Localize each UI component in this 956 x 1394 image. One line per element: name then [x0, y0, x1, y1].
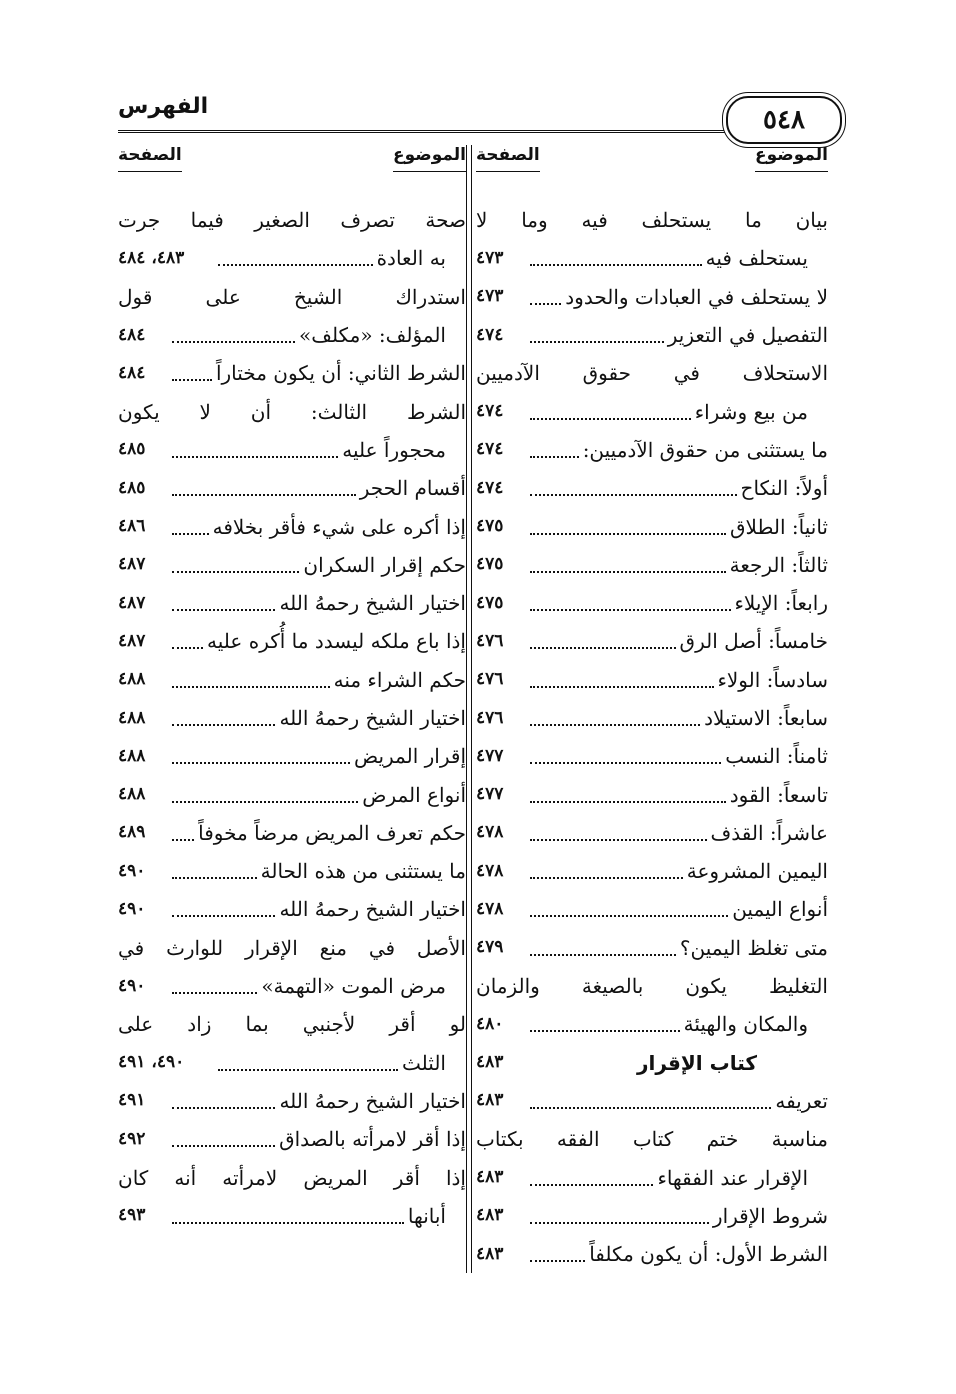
- index-entry: [118, 1082, 466, 1120]
- dot-leader: [172, 519, 209, 535]
- dot-leader: [172, 442, 338, 458]
- entry-page: ٤٨٠: [476, 1013, 504, 1034]
- dot-leader: [530, 1093, 771, 1109]
- dot-leader: [530, 327, 664, 343]
- entry-page: ٤٧٤: [476, 439, 504, 460]
- entry-title: سابعاً: الاستيلاد: [704, 706, 828, 730]
- entry-title: مرض الموت «التهمة»: [261, 974, 446, 999]
- entry-title: به العادة: [376, 246, 446, 271]
- entry-page: ٤٧٤: [476, 324, 504, 345]
- entry-title: الشرط الأول: أن يكون مكلفاً: [589, 1242, 828, 1267]
- running-title: الفهرس: [118, 94, 209, 119]
- entry-title: ما يستثنى من حقوق الآدميين:: [582, 437, 828, 462]
- dot-leader: [172, 901, 275, 917]
- index-entry: [476, 737, 828, 775]
- index-entry: [476, 1005, 828, 1043]
- index-entry: [118, 814, 466, 852]
- entry-page: ٤٨٤: [118, 362, 146, 383]
- entry-title: الشرط الثالث: أن لا يكون: [118, 399, 466, 424]
- index-entry: [118, 431, 466, 469]
- index-entry: [118, 469, 466, 507]
- dot-leader: [530, 901, 728, 917]
- dot-leader: [218, 250, 373, 266]
- topic-label: الموضوع: [393, 145, 466, 172]
- entry-title: ثامناً: النسب: [725, 744, 828, 769]
- dot-leader: [530, 289, 561, 305]
- dot-leader: [530, 787, 726, 803]
- entry-title: حكم الشراء منه: [333, 667, 466, 692]
- header-rule: [118, 130, 830, 136]
- index-entry: [118, 929, 466, 967]
- entry-title: أبانها: [407, 1203, 446, 1228]
- index-entry: [476, 699, 828, 737]
- entry-page: ٤٩٠، ٤٩١: [118, 1052, 185, 1073]
- dot-leader: [530, 672, 714, 688]
- entry-title: من بيع وشراء: [694, 399, 808, 424]
- entry-title: المؤلف: «مكلف»: [299, 323, 446, 348]
- entry-title: الأصل في منع الإقرار للوارث في: [118, 935, 466, 960]
- dot-leader: [530, 442, 579, 458]
- entry-title: إذا أكره على شيء فأقر بخلافه: [212, 514, 466, 539]
- section-heading: كتاب الإقرار: [636, 1050, 758, 1075]
- index-entry: [476, 431, 828, 469]
- entry-page: ٤٧٧: [476, 784, 504, 805]
- dot-leader: [172, 672, 330, 688]
- entry-title: اختيار الشيخ رحمهُ الله: [279, 1088, 466, 1113]
- page-header: [118, 92, 830, 138]
- entry-title: والمكان والهيئة: [683, 1012, 808, 1037]
- entry-page: ٤٨٨: [118, 669, 146, 690]
- dot-leader: [530, 863, 683, 879]
- dot-leader: [530, 595, 731, 611]
- index-entry: [118, 1158, 466, 1196]
- index-entry: [476, 507, 828, 545]
- entry-page: ٤٨٣: [476, 1167, 504, 1188]
- entry-page: ٤٨٨: [118, 745, 146, 766]
- index-entry: [118, 1120, 466, 1158]
- entry-page: ٤٩٠: [118, 860, 146, 881]
- dot-leader: [172, 365, 212, 381]
- index-entry: [118, 661, 466, 699]
- entry-title: صحة تصرف الصغير فيما جرت: [118, 208, 466, 233]
- entry-title: أنواع المرض: [362, 782, 466, 807]
- entry-title: تاسعاً: القود: [729, 782, 828, 807]
- entry-page: ٤٩١: [118, 1090, 146, 1111]
- index-column-right: [476, 145, 828, 1273]
- entry-title: الشرط الثاني: أن يكون مختاراً: [215, 361, 466, 386]
- dot-leader: [530, 250, 702, 266]
- entry-title: سادساً: الولاء: [717, 667, 828, 692]
- index-entry: [118, 507, 466, 545]
- entry-list: [476, 201, 828, 1273]
- index-entry: [476, 1082, 828, 1120]
- entry-title: الإقرار عند الفقهاء: [657, 1165, 808, 1190]
- dot-leader: [530, 940, 676, 956]
- entry-page: ٤٧٤: [476, 401, 504, 422]
- index-entry: [118, 1044, 466, 1082]
- entry-page: ٤٨٧: [118, 630, 146, 651]
- dot-leader: [530, 404, 691, 420]
- index-entry: [118, 852, 466, 890]
- entry-page: ٤٧٣: [476, 286, 504, 307]
- index-entry: [476, 1044, 828, 1082]
- index-entry: [476, 1158, 828, 1196]
- dot-leader: [530, 1016, 680, 1032]
- dot-leader: [530, 519, 726, 535]
- entry-page: ٤٨٨: [118, 784, 146, 805]
- entry-page: ٤٧٣: [476, 247, 504, 268]
- entry-title: التفصيل في التعزير: [667, 323, 828, 348]
- topic-label: الموضوع: [755, 145, 828, 172]
- index-entry: [118, 354, 466, 392]
- column-divider: [471, 145, 472, 1273]
- index-entry: [476, 546, 828, 584]
- entry-title: عاشراً: القذف: [710, 820, 828, 845]
- entry-page: ٤٨٣، ٤٨٤: [118, 247, 185, 268]
- entry-page: ٤٩٢: [118, 1128, 146, 1149]
- entry-title: استدراك الشيخ على قول: [118, 284, 466, 309]
- index-entry: [118, 890, 466, 928]
- entry-title: رابعاً: الإيلاء: [734, 591, 828, 616]
- entry-page: ٤٧٦: [476, 669, 504, 690]
- index-entry: [476, 469, 828, 507]
- entry-list: [118, 201, 466, 1235]
- dot-leader: [172, 1093, 275, 1109]
- entry-title: اختيار الشيخ رحمهُ الله: [279, 897, 466, 922]
- column-header: [118, 145, 466, 181]
- entry-page: ٤٩٠: [118, 975, 146, 996]
- entry-title: حكم تعرف المريض مرضاً مخوفاً: [198, 820, 466, 845]
- page-label: الصفحة: [118, 145, 182, 172]
- dot-leader: [172, 595, 275, 611]
- index-entry: [118, 392, 466, 430]
- column-header: [476, 145, 828, 181]
- entry-page: ٤٧٦: [476, 707, 504, 728]
- entry-title: لو أقر لأجنبي بما زاد على: [118, 1012, 466, 1037]
- dot-leader: [172, 863, 257, 879]
- entry-page: ٤٨٤: [118, 324, 146, 345]
- entry-page: ٤٧٨: [476, 860, 504, 881]
- index-entry: [118, 775, 466, 813]
- dot-leader: [172, 748, 350, 764]
- dot-leader: [530, 1170, 653, 1186]
- index-entry: [476, 278, 828, 316]
- entry-title: أولاً: النكاح: [740, 476, 828, 501]
- dot-leader: [530, 1208, 709, 1224]
- entry-page: ٤٧٨: [476, 822, 504, 843]
- index-entry: [476, 1235, 828, 1273]
- entry-title: أقسام الحجر: [359, 476, 466, 501]
- entry-page: ٤٧٥: [476, 592, 504, 613]
- index-entry: [476, 354, 828, 392]
- dot-leader: [172, 1131, 275, 1147]
- dot-leader: [530, 748, 721, 764]
- entry-title: إقرار المريض: [353, 744, 466, 769]
- page-number: ٥٤٨: [726, 96, 842, 144]
- index-entry: [118, 546, 466, 584]
- index-entry: [476, 852, 828, 890]
- entry-title: لا يستحلف في العبادات والحدود: [565, 284, 828, 309]
- entry-page: ٤٨٧: [118, 592, 146, 613]
- index-entry: [118, 278, 466, 316]
- entry-page: ٤٧٩: [476, 937, 504, 958]
- entry-title: خامساً: أصل الرق: [679, 629, 828, 654]
- entry-title: إذا أقر لامرأته بالصداق: [279, 1127, 466, 1152]
- index-entry: [118, 1197, 466, 1235]
- dot-leader: [530, 1246, 585, 1262]
- dot-leader: [172, 480, 356, 496]
- dot-leader: [530, 710, 700, 726]
- index-entry: [476, 392, 828, 430]
- index-entry: [476, 201, 828, 239]
- entry-title: إذا أقر المريض لامرأته أنه كان: [118, 1165, 466, 1190]
- entry-title: اليمين المشروعة: [686, 859, 828, 884]
- dot-leader: [172, 1208, 404, 1224]
- entry-title: حكم إقرار السكران: [303, 552, 466, 577]
- entry-page: ٤٨٧: [118, 554, 146, 575]
- index-entry: [476, 929, 828, 967]
- index-entry: [118, 239, 466, 277]
- entry-page: ٤٧٥: [476, 516, 504, 537]
- entry-title: تعريفه: [775, 1088, 828, 1113]
- index-entry: [476, 661, 828, 699]
- index-entry: [118, 316, 466, 354]
- entry-title: ثالثاً: الرجعة: [729, 552, 828, 577]
- entry-page: ٤٧٦: [476, 630, 504, 651]
- entry-title: الثلث: [402, 1050, 446, 1075]
- entry-title: الاستحلاف في حقوق الآدميين: [476, 361, 828, 386]
- dot-leader: [172, 825, 194, 841]
- page-label: الصفحة: [476, 145, 540, 172]
- entry-title: التغليظ يكون بالصيغة والزمان: [476, 974, 828, 999]
- entry-page: ٤٨٣: [476, 1090, 504, 1111]
- dot-leader: [172, 557, 299, 573]
- entry-page: ٤٨٣: [476, 1205, 504, 1226]
- dot-leader: [530, 557, 726, 573]
- dot-leader: [172, 978, 257, 994]
- entry-title: شروط الإقرار: [712, 1203, 828, 1228]
- index-entry: [476, 967, 828, 1005]
- entry-page: ٤٨٦: [118, 516, 146, 537]
- index-entry: [118, 201, 466, 239]
- index-entry: [476, 814, 828, 852]
- index-entry: [476, 1120, 828, 1158]
- entry-title: متى تغلظ اليمين؟: [679, 935, 828, 960]
- dot-leader: [530, 480, 737, 496]
- entry-page: ٤٨٨: [118, 707, 146, 728]
- index-entry: [476, 775, 828, 813]
- entry-page: ٤٨٣: [476, 1243, 504, 1264]
- entry-title: يستحلف فيه: [705, 246, 808, 271]
- entry-page: ٤٧٧: [476, 745, 504, 766]
- index-entry: [118, 584, 466, 622]
- dot-leader: [172, 710, 275, 726]
- dot-leader: [172, 327, 295, 343]
- entry-title: اختيار الشيخ رحمهُ الله: [279, 706, 466, 730]
- entry-page: ٤٧٨: [476, 898, 504, 919]
- entry-title: أنواع اليمين: [732, 897, 828, 922]
- index-entry: [118, 737, 466, 775]
- entry-page: ٤٩٠: [118, 898, 146, 919]
- entry-page: ٤٧٤: [476, 477, 504, 498]
- index-entry: [118, 967, 466, 1005]
- index-entry: [476, 622, 828, 660]
- entry-page: ٤٩٣: [118, 1205, 146, 1226]
- index-entry: [476, 890, 828, 928]
- index-column-left: [118, 145, 466, 1273]
- entry-title: بيان ما يستحلف فيه وما لا: [476, 208, 828, 233]
- index-entry: [118, 1005, 466, 1043]
- entry-title: إذا باع ملكه ليسدد ما أُكره عليه: [207, 629, 466, 654]
- entry-page: ٤٨٣: [476, 1052, 504, 1073]
- index-entry: [118, 622, 466, 660]
- entry-title: مناسبة ختم كتاب الفقه بكتاب: [476, 1127, 828, 1152]
- dot-leader: [172, 633, 203, 649]
- column-divider: [466, 145, 467, 1273]
- entry-title: ثانياً: الطلاق: [730, 514, 828, 539]
- entry-page: ٤٧٥: [476, 554, 504, 575]
- index-entry: [476, 584, 828, 622]
- entry-title: ما يستثنى من هذه الحالة: [260, 859, 466, 884]
- entry-page: ٤٨٩: [118, 822, 146, 843]
- index-entry: [476, 316, 828, 354]
- entry-page: ٤٨٥: [118, 477, 146, 498]
- entry-title: محجوراً عليه: [342, 437, 446, 462]
- index-entry: [118, 699, 466, 737]
- dot-leader: [172, 787, 358, 803]
- dot-leader: [530, 633, 676, 649]
- entry-title: اختيار الشيخ رحمهُ الله: [279, 591, 466, 616]
- index-entry: [476, 239, 828, 277]
- dot-leader: [530, 825, 707, 841]
- dot-leader: [218, 1055, 398, 1071]
- index-entry: [476, 1197, 828, 1235]
- entry-page: ٤٨٥: [118, 439, 146, 460]
